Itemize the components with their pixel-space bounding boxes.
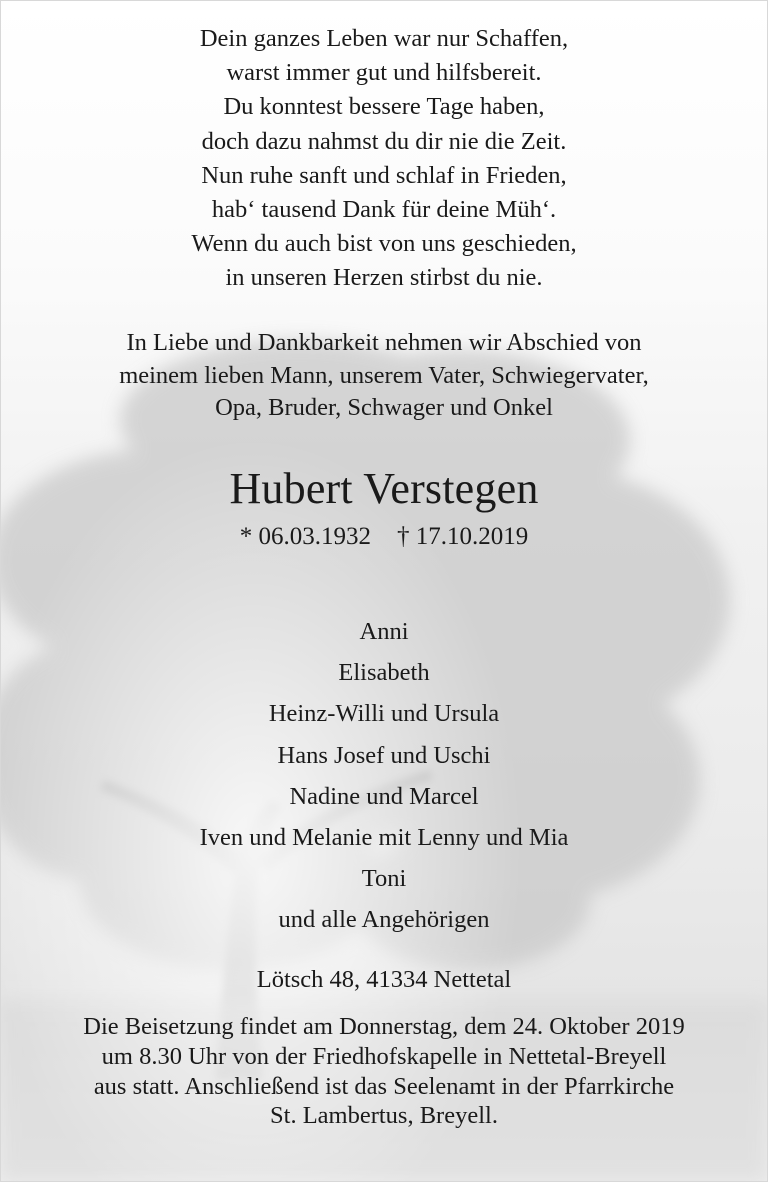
verse-line: in unseren Herzen stirbst du nie. [225, 264, 543, 292]
life-dates [0, 520, 768, 554]
mourner-entry: Iven und Melanie mit Lenny und Mia [199, 824, 569, 852]
funeral-details [0, 1012, 768, 1131]
mourners-list [0, 611, 768, 941]
mourner-entry: Toni [361, 865, 407, 893]
mourner-entry: Anni [359, 618, 409, 645]
mourner-entry: Nadine und Marcel [289, 782, 479, 810]
funeral-line: aus statt. Anschließend ist das Seelenamt in der Pfarrkirche [93, 1072, 675, 1100]
verse-line: doch dazu nahmst du dir nie die Zeit. [201, 127, 567, 155]
verse-line: hab‘ tausend Dank für deine Müh‘. [211, 196, 557, 224]
deceased-name: Hubert Verstegen [229, 464, 539, 513]
intro-line: Opa, Bruder, Schwager und Onkel [215, 394, 553, 421]
verse-line: Dein ganzes Leben war nur Schaffen, [199, 25, 569, 52]
funeral-line: Die Beisetzung findet am Donnerstag, dem 24. Oktober 2019 [83, 1013, 685, 1040]
verse-line: Du konntest bessere Tage haben, [223, 93, 545, 121]
death-date: † 17.10.2019 [397, 523, 529, 550]
verse-line: Wenn du auch bist von uns geschieden, [191, 230, 577, 258]
funeral-line: um 8.30 Uhr von der Friedhofskapelle in Nettetal-Breyell [101, 1042, 667, 1070]
family-address: Lötsch 48, 41334 Nettetal [256, 966, 512, 993]
birth-date: * 06.03.1932 [239, 523, 371, 550]
funeral-line: St. Lambertus, Breyell. [270, 1102, 498, 1130]
verse-line: warst immer gut und hilfsbereit. [226, 59, 542, 87]
mourner-entry: Elisabeth [338, 659, 430, 687]
farewell-intro [0, 327, 768, 425]
verse-poem [0, 22, 768, 296]
verse-line: Nun ruhe sanft und schlaf in Frieden, [201, 161, 567, 189]
mourner-entry: und alle Angehörigen [278, 906, 490, 934]
intro-line: meinem lieben Mann, unserem Vater, Schwiegervater, [119, 361, 649, 389]
intro-line: In Liebe und Dankbarkeit nehmen wir Abschied von [126, 329, 642, 356]
mourner-entry: Heinz-Willi und Ursula [268, 700, 500, 728]
mourner-entry: Hans Josef und Uschi [277, 741, 491, 769]
